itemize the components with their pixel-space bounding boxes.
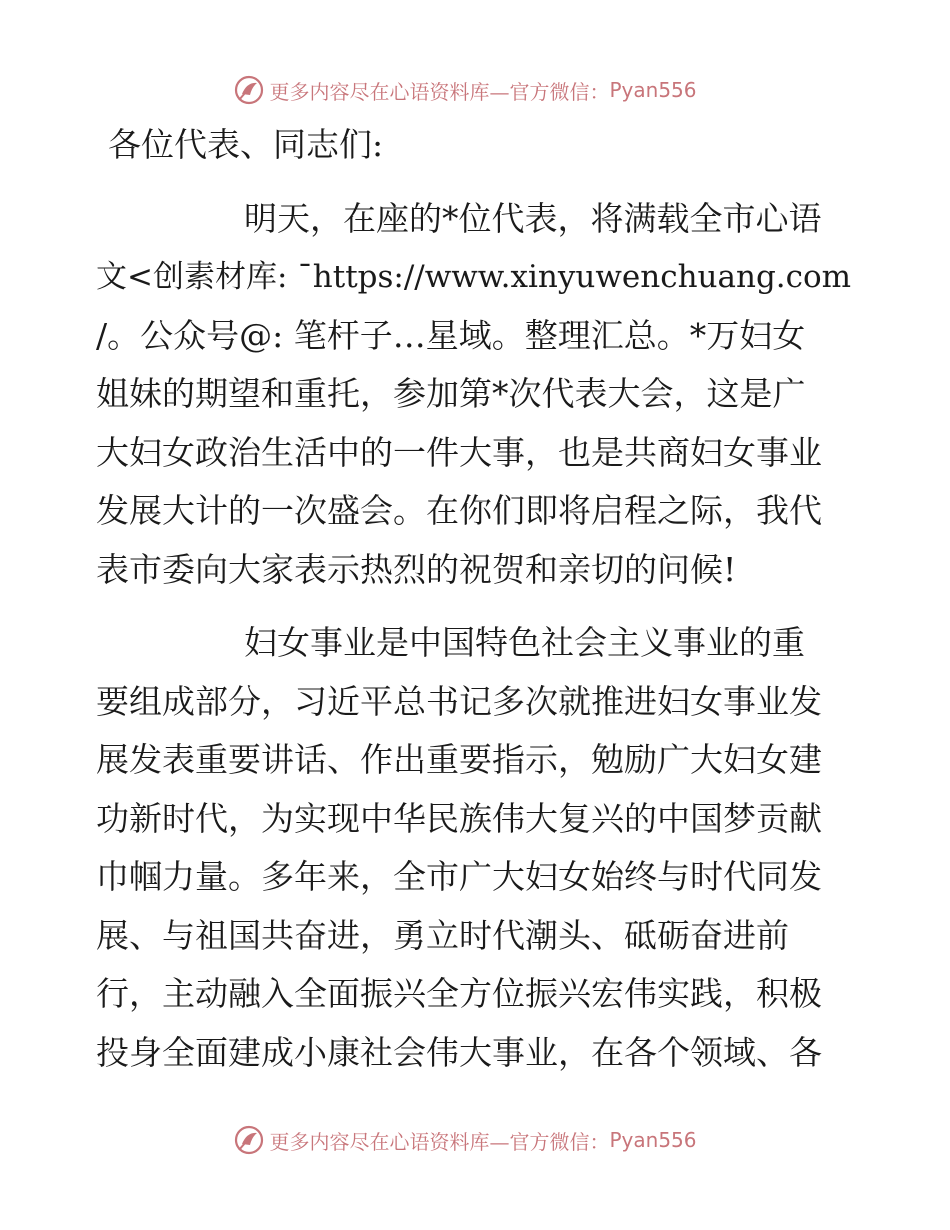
paragraph-1 <box>96 190 856 600</box>
watermark-wechat-id: Pyan556 <box>609 78 697 102</box>
text-line: 展发表重要讲话、作出重要指示，勉励广大妇女建 <box>96 740 822 779</box>
logo-icon <box>233 1124 265 1156</box>
logo-icon <box>233 74 265 106</box>
text-line: 巾帼力量。多年来，全市广大妇女始终与时代同发 <box>96 857 822 896</box>
text-line: 投身全面建成小康社会伟大事业，在各个领域、各 <box>96 1032 822 1072</box>
watermark-text: 更多内容尽在心语资料库—官方微信： <box>269 79 610 104</box>
footer-watermark <box>0 1118 950 1162</box>
header-watermark <box>0 68 950 112</box>
document-body <box>96 116 856 1082</box>
paragraph-2 <box>96 614 856 1082</box>
text-line: 明天，在座的*位代表，将满载全市心语 <box>244 198 822 238</box>
text-line: 姐妹的期望和重托，参加第*次代表大会，这是广 <box>96 374 806 413</box>
text-line: 行，主动融入全面振兴全方位振兴宏伟实践，积极 <box>96 974 822 1013</box>
salutation: 各位代表、同志们: <box>108 125 384 164</box>
text-line: 表市委向大家表示热烈的祝贺和亲切的问候! <box>96 549 737 589</box>
text-line: 文<创素材库: ¯https://www.xinyuwenchuang.com <box>96 259 852 295</box>
text-line: 发展大计的一次盛会。在你们即将启程之际，我代 <box>96 491 822 530</box>
text-line: 展、与祖国共奋进，勇立时代潮头、砥砺奋进前 <box>96 915 789 955</box>
text-line: 妇女事业是中国特色社会主义事业的重 <box>244 623 805 662</box>
watermark-text: 更多内容尽在心语资料库—官方微信： <box>269 1129 610 1154</box>
text-line: 大妇女政治生活中的一件大事，也是共商妇女事业 <box>96 432 822 472</box>
text-line: /。公众号@: 笔杆子…星域。整理汇总。*万妇女 <box>96 315 806 355</box>
text-line: 要组成部分，习近平总书记多次就推进妇女事业发 <box>96 681 822 721</box>
text-line: 功新时代，为实现中华民族伟大复兴的中国梦贡献 <box>96 798 822 838</box>
watermark-wechat-id: Pyan556 <box>609 1128 697 1152</box>
